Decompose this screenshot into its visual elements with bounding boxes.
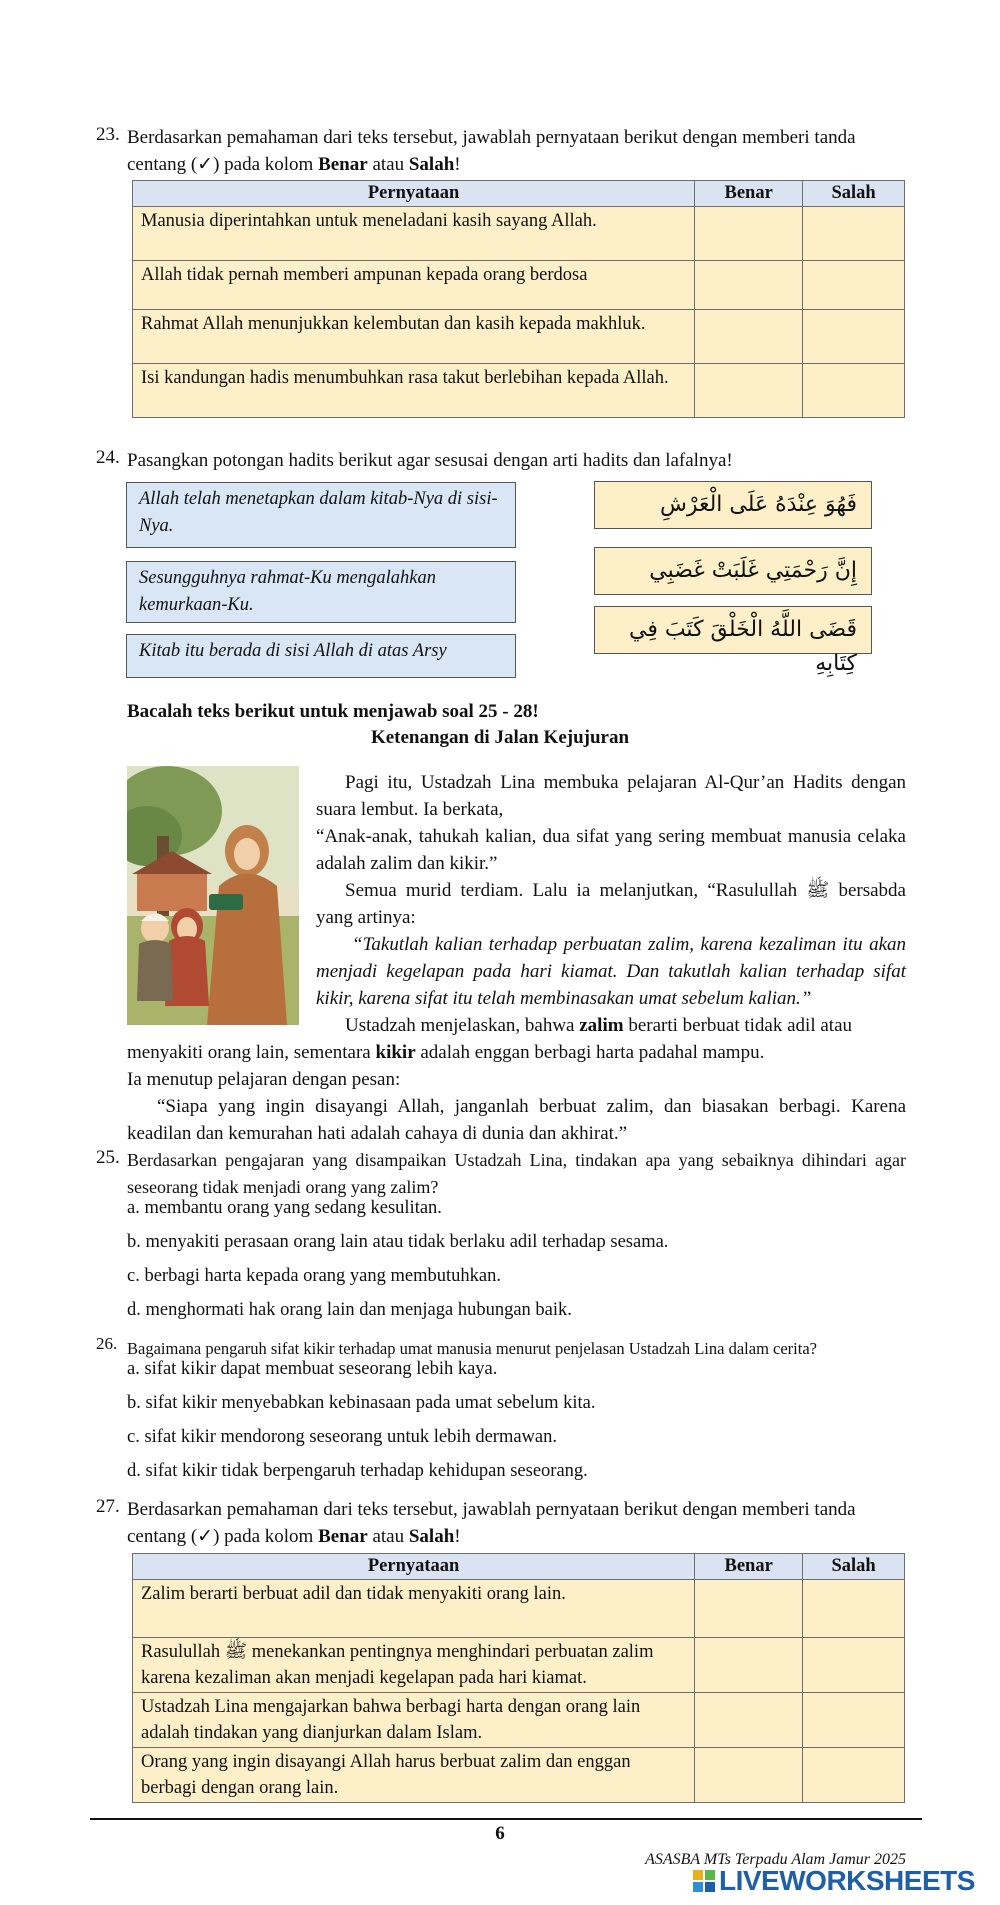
q27-false-cell-4[interactable] [803, 1748, 905, 1803]
q23-true-cell-2[interactable] [695, 261, 803, 310]
reading-p6: Ia menutup pelajaran dengan pesan: [127, 1069, 401, 1090]
q27-statement-2: Rasulullah ﷺ menekankan pentingnya menghindari perbuatan zalim karena kezaliman akan menjadi kegelapan pada hari kiamat. [133, 1638, 695, 1693]
reading-p5-line2: menyakiti orang lain, sementara kikir adalah enggan berbagi harta padahal mampu. [127, 1042, 765, 1063]
q26-option-a[interactable]: a. sifat kikir dapat membuat seseorang lebih kaya. [127, 1359, 498, 1379]
liveworksheets-logo [693, 1866, 975, 1896]
q25-number: 25. [96, 1147, 120, 1168]
q23-statement-1: Manusia diperintahkan untuk meneladani kasih sayang Allah. [133, 207, 695, 261]
q23-statement-2: Allah tidak pernah memberi ampunan kepada orang berdosa [133, 261, 695, 310]
q26-option-d[interactable]: d. sifat kikir tidak berpengaruh terhadap kehidupan seseorang. [127, 1461, 588, 1481]
q27-question [127, 1496, 907, 1550]
reading-hadith-quote: “Takutlah kalian terhadap perbuatan zalim, karena kezaliman itu akan menjadi kegelapan pada hari kiamat. Dan takutlah kalian terhadap sifat kikir, karena sifat itu telah membinasakan umat sebelum kalian.” [316, 934, 906, 1009]
story-illustration [127, 766, 299, 1025]
reading-p1: Pagi itu, Ustadzah Lina membuka pelajaran Al-Qur’an Hadits dengan suara lembut. Ia berkata, [316, 772, 906, 820]
q27-true-cell-4[interactable] [695, 1748, 803, 1803]
q26-option-c[interactable]: c. sifat kikir mendorong seseorang untuk lebih dermawan. [127, 1427, 558, 1447]
q27-false-cell-1[interactable] [803, 1580, 905, 1638]
q24-meaning-3[interactable]: Kitab itu berada di sisi Allah di atas Arsy [126, 634, 516, 678]
q27-table [132, 1553, 905, 1803]
q23-header-true: Benar [695, 181, 803, 207]
q27-statement-4: Orang yang ingin disayangi Allah harus berbuat zalim dan enggan berbagi dengan orang lain. [133, 1748, 695, 1803]
q27-false-cell-2[interactable] [803, 1638, 905, 1693]
q24-question: Pasangkan potongan hadits berikut agar sesusai dengan arti hadits dan lafalnya! [127, 450, 733, 471]
q27-header-false: Salah [803, 1554, 905, 1580]
q25-question: Berdasarkan pengajaran yang disampaikan Ustadzah Lina, tindakan apa yang sebaiknya dihindari agar seseorang tidak menjadi orang yang zalim? [127, 1150, 906, 1197]
q27-statement-1: Zalim berarti berbuat adil dan tidak menyakiti orang lain. [133, 1580, 695, 1638]
page-number: 6 [495, 1823, 505, 1844]
q23-false-cell-4[interactable] [803, 364, 905, 418]
q23-false-cell-3[interactable] [803, 310, 905, 364]
q27-text-line2: centang (✓) pada kolom Benar atau Salah! [127, 1526, 461, 1547]
q26-option-b[interactable]: b. sifat kikir menyebabkan kebinasaan pada umat sebelum kita. [127, 1393, 596, 1413]
q24-arabic-2[interactable]: إِنَّ رَحْمَتِي غَلَبَتْ غَضَبِي [594, 547, 872, 595]
q27-statement-3: Ustadzah Lina mengajarkan bahwa berbagi harta dengan orang lain adalah tindakan yang dianjurkan dalam Islam. [133, 1693, 695, 1748]
q24-meaning-1[interactable]: Allah telah menetapkan dalam kitab-Nya di sisi-Nya. [126, 482, 516, 548]
q24-meaning-2[interactable]: Sesungguhnya rahmat-Ku mengalahkan kemurkaan-Ku. [126, 561, 516, 623]
q23-table [132, 180, 905, 418]
q23-header-statement: Pernyataan [133, 181, 695, 207]
q25-option-d[interactable]: d. menghormati hak orang lain dan menjaga hubungan baik. [127, 1300, 572, 1320]
q24-arabic-3[interactable]: قَضَى اللَّهُ الْخَلْقَ كَتَبَ فِي كِتَابِهِ [594, 606, 872, 654]
q27-false-cell-3[interactable] [803, 1693, 905, 1748]
q23-statement-3: Rahmat Allah menunjukkan kelembutan dan kasih kepada makhluk. [133, 310, 695, 364]
q27-true-cell-1[interactable] [695, 1580, 803, 1638]
q23-text-line1: Berdasarkan pemahaman dari teks tersebut, jawablah pernyataan berikut dengan memberi tanda [127, 127, 856, 148]
reading-title: Ketenangan di Jalan Kejujuran [370, 727, 630, 748]
q27-header-true: Benar [695, 1554, 803, 1580]
q23-false-cell-1[interactable] [803, 207, 905, 261]
reading-p5-line1: Ustadzah menjelaskan, bahwa zalim berarti berbuat tidak adil atau [345, 1015, 853, 1036]
reading-p3: Semua murid terdiam. Lalu ia melanjutkan, “Rasulullah ﷺ bersabda yang artinya: [316, 880, 906, 928]
q25-option-b[interactable]: b. menyakiti perasaan orang lain atau tidak berlaku adil terhadap sesama. [127, 1232, 669, 1252]
q23-header-false: Salah [803, 181, 905, 207]
q27-true-cell-2[interactable] [695, 1638, 803, 1693]
q24-arabic-1[interactable]: فَهُوَ عِنْدَهُ عَلَى الْعَرْشِ [594, 481, 872, 529]
liveworksheets-wordmark: LIVEWORKSHEETS [719, 1865, 975, 1896]
q26-question: Bagaimana pengaruh sifat kikir terhadap umat manusia menurut penjelasan Ustadzah Lina dalam cerita? [127, 1339, 817, 1358]
q25-option-c[interactable]: c. berbagi harta kepada orang yang membutuhkan. [127, 1266, 501, 1286]
reading-instruction: Bacalah teks berikut untuk menjawab soal 25 - 28! [127, 701, 539, 722]
reading-p2: “Anak-anak, tahukah kalian, dua sifat yang sering membuat manusia celaka adalah zalim dan kikir.” [316, 826, 906, 874]
q23-text-line2: centang (✓) pada kolom Benar atau Salah! [127, 154, 461, 175]
q27-true-cell-3[interactable] [695, 1693, 803, 1748]
footer-divider [90, 1818, 922, 1820]
q24-number: 24. [96, 447, 120, 468]
reading-p7: “Siapa yang ingin disayangi Allah, janganlah berbuat zalim, dan biasakan berbagi. Karena keadilan dan kemurahan hati adalah cahaya di dunia dan akhirat.” [127, 1096, 906, 1144]
q23-number: 23. [96, 124, 120, 145]
q23-question [127, 124, 907, 178]
q23-true-cell-1[interactable] [695, 207, 803, 261]
q27-text-line1: Berdasarkan pemahaman dari teks tersebut, jawablah pernyataan berikut dengan memberi tanda [127, 1499, 856, 1520]
q23-true-cell-3[interactable] [695, 310, 803, 364]
liveworksheets-logo-icon [693, 1870, 715, 1892]
school-label: ASASBA MTs Terpadu Alam Jamur 2025 [645, 1851, 906, 1868]
q26-number: 26. [96, 1334, 118, 1353]
teacher-and-children-image [127, 766, 299, 1025]
q27-header-statement: Pernyataan [133, 1554, 695, 1580]
q23-true-cell-4[interactable] [695, 364, 803, 418]
q23-false-cell-2[interactable] [803, 261, 905, 310]
q25-option-a[interactable]: a. membantu orang yang sedang kesulitan. [127, 1198, 442, 1218]
q23-statement-4: Isi kandungan hadis menumbuhkan rasa takut berlebihan kepada Allah. [133, 364, 695, 418]
q27-number: 27. [96, 1496, 120, 1517]
